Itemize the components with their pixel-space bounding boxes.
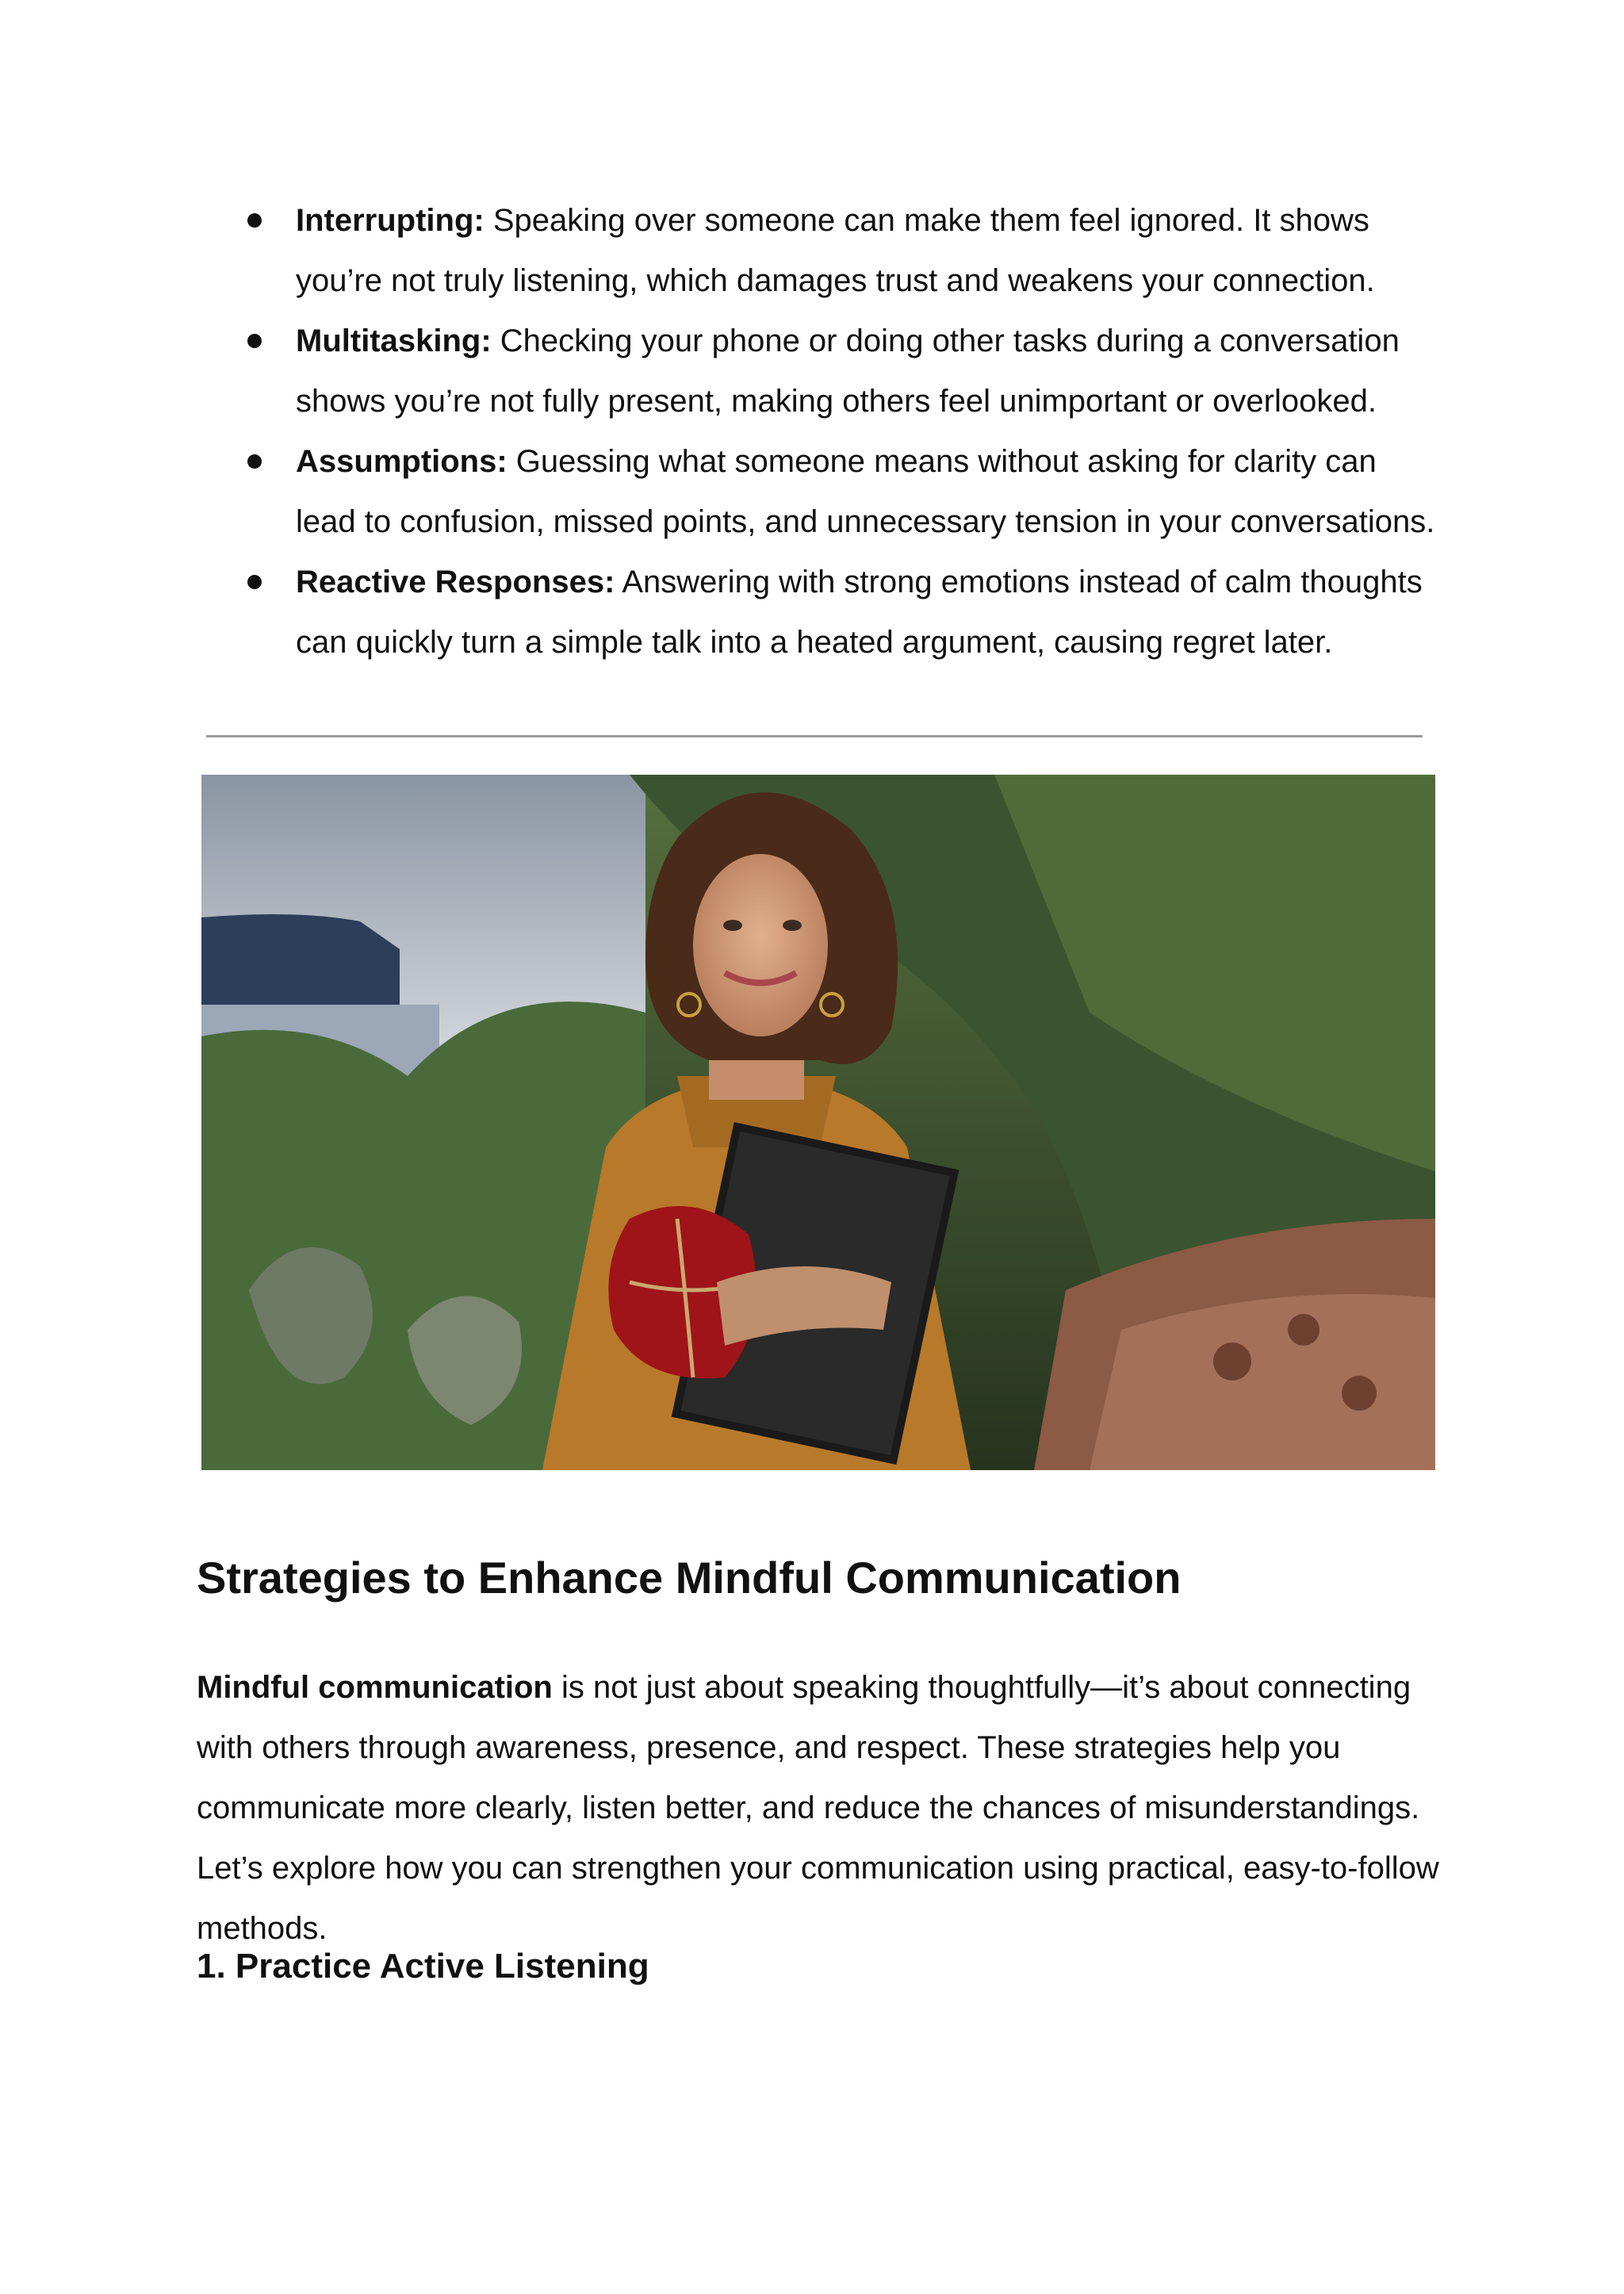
bullet-icon: [247, 575, 262, 589]
woman-holding-notebook-photo: [201, 775, 1435, 1470]
bullet-term: Interrupting:: [296, 203, 485, 238]
section-heading: Strategies to Enhance Mindful Communication: [197, 1553, 1182, 1603]
horizontal-divider: [206, 735, 1423, 737]
bullet-text: Answering with strong emotions instead of calm thoughts can quickly turn a simple talk into a heated argument, causing regret later.: [296, 565, 1423, 660]
bullet-text: Checking your phone or doing other tasks during a conversation shows you’re not fully present, making others feel unimportant or overlooked.: [296, 324, 1400, 419]
list-item: [238, 431, 1443, 552]
list-item: [238, 552, 1443, 672]
list-item: [238, 190, 1443, 311]
bullet-text: Speaking over someone can make them feel ignored. It shows you’re not truly listening, which damages trust and weakens your connection.: [296, 203, 1375, 298]
subsection-heading: 1. Practice Active Listening: [197, 1947, 649, 1986]
bullet-term: Multitasking:: [296, 324, 492, 358]
bullet-icon: [247, 334, 262, 348]
list-item: [238, 311, 1443, 431]
photo-illustration: [201, 775, 1435, 1470]
pitfalls-list: [238, 190, 1443, 672]
bullet-term: Assumptions:: [296, 444, 508, 479]
bullet-text: Guessing what someone means without asking for clarity can lead to confusion, missed points, and unnecessary tension in your conversations.: [296, 444, 1435, 539]
intro-paragraph: [197, 1657, 1450, 1959]
bullet-icon: [247, 213, 262, 228]
intro-text: is not just about speaking thoughtfully—it’s about connecting with others through awareness, presence, and respect. These strategies help you communicate more clearly, listen better, and reduce the chances of misunderstandings. Let’s explore how you can strengthen your communication using practical, easy-to-follow methods.: [197, 1670, 1439, 1946]
intro-bold-term: Mindful communication: [197, 1670, 553, 1705]
bullet-icon: [247, 454, 262, 469]
bullet-term: Reactive Responses:: [296, 565, 615, 599]
